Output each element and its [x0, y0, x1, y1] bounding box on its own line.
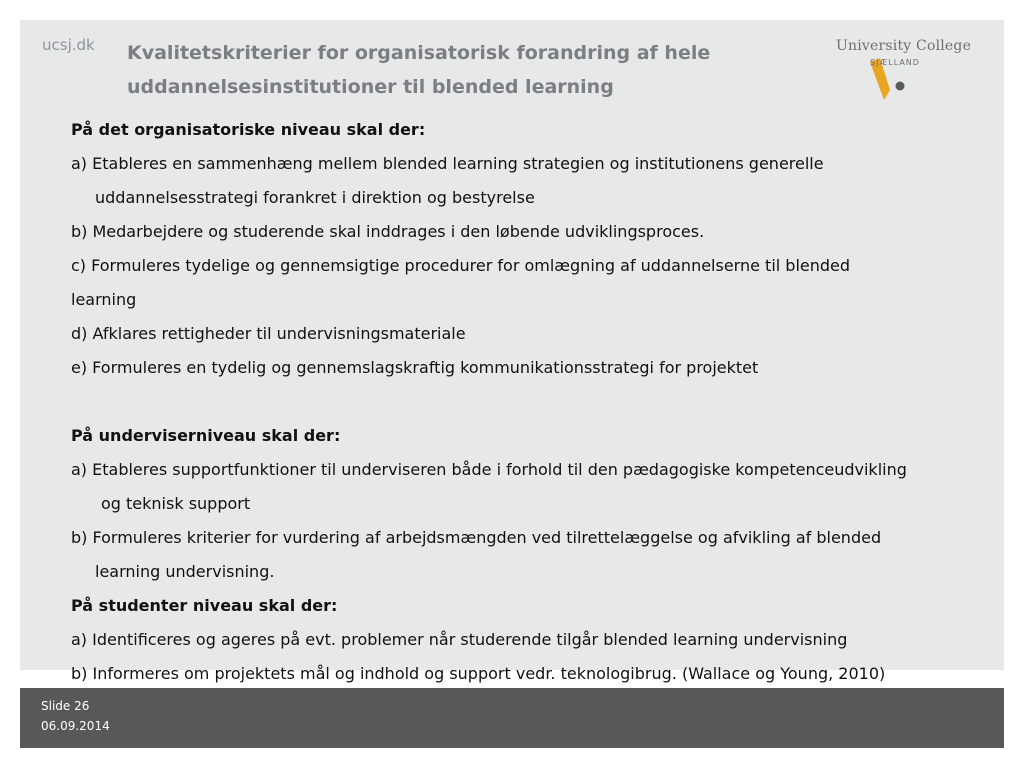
slide-title: Kvalitetskriterier for organisatorisk forandring af hele uddannelsesinstitutioner til blended learning: [127, 42, 711, 98]
list-item-continuation: og teknisk support: [101, 494, 251, 513]
brand-text: ucsj.dk: [42, 36, 95, 54]
list-item: a) Identificeres og ageres på evt. problemer når studerende tilgår blended learning undervisning: [71, 630, 848, 649]
slide-content: [71, 113, 991, 691]
list-item-continuation: uddannelsesstrategi forankret i direktion og bestyrelse: [95, 188, 535, 207]
section-heading-organisational: På det organisatoriske niveau skal der:: [71, 120, 426, 139]
list-item: b) Informeres om projektets mål og indhold og support vedr. teknologibrug. (Wallace og Young, 2010): [71, 664, 886, 683]
slide-footer: [20, 688, 1004, 748]
list-item: a) Etableres supportfunktioner til underviseren både i forhold til den pædagogiske kompetenceudvikling: [71, 460, 907, 479]
list-item-continuation: learning undervisning.: [95, 562, 275, 581]
list-item: d) Afklares rettigheder til undervisningsmateriale: [71, 324, 466, 343]
logo-sub: SJÆLLAND: [870, 58, 920, 67]
list-item: e) Formuleres en tydelig og gennemslagskraftig kommunikationsstrategi for projektet: [71, 358, 759, 377]
logo-name: University College: [836, 38, 972, 54]
section-heading-student: På studenter niveau skal der:: [71, 596, 338, 615]
slide-date: 06.09.2014: [41, 719, 110, 733]
university-logo: [836, 38, 986, 108]
list-item: c) Formuleres tydelige og gennemsigtige procedurer for omlægning af uddannelserne til blended: [71, 256, 851, 275]
list-item: b) Medarbejdere og studerende skal inddrages i den løbende udviklingsproces.: [71, 222, 705, 241]
list-item: b) Formuleres kriterier for vurdering af arbejdsmængden ved tilrettelæggelse og afvikling af blended: [71, 528, 882, 547]
section-heading-teacher: På underviserniveau skal der:: [71, 426, 341, 445]
list-item: a) Etableres en sammenhæng mellem blended learning strategien og institutionens generelle: [71, 154, 824, 173]
slide-number: Slide 26: [41, 699, 90, 713]
spacer: [71, 385, 991, 419]
list-item-continuation: learning: [71, 290, 137, 309]
